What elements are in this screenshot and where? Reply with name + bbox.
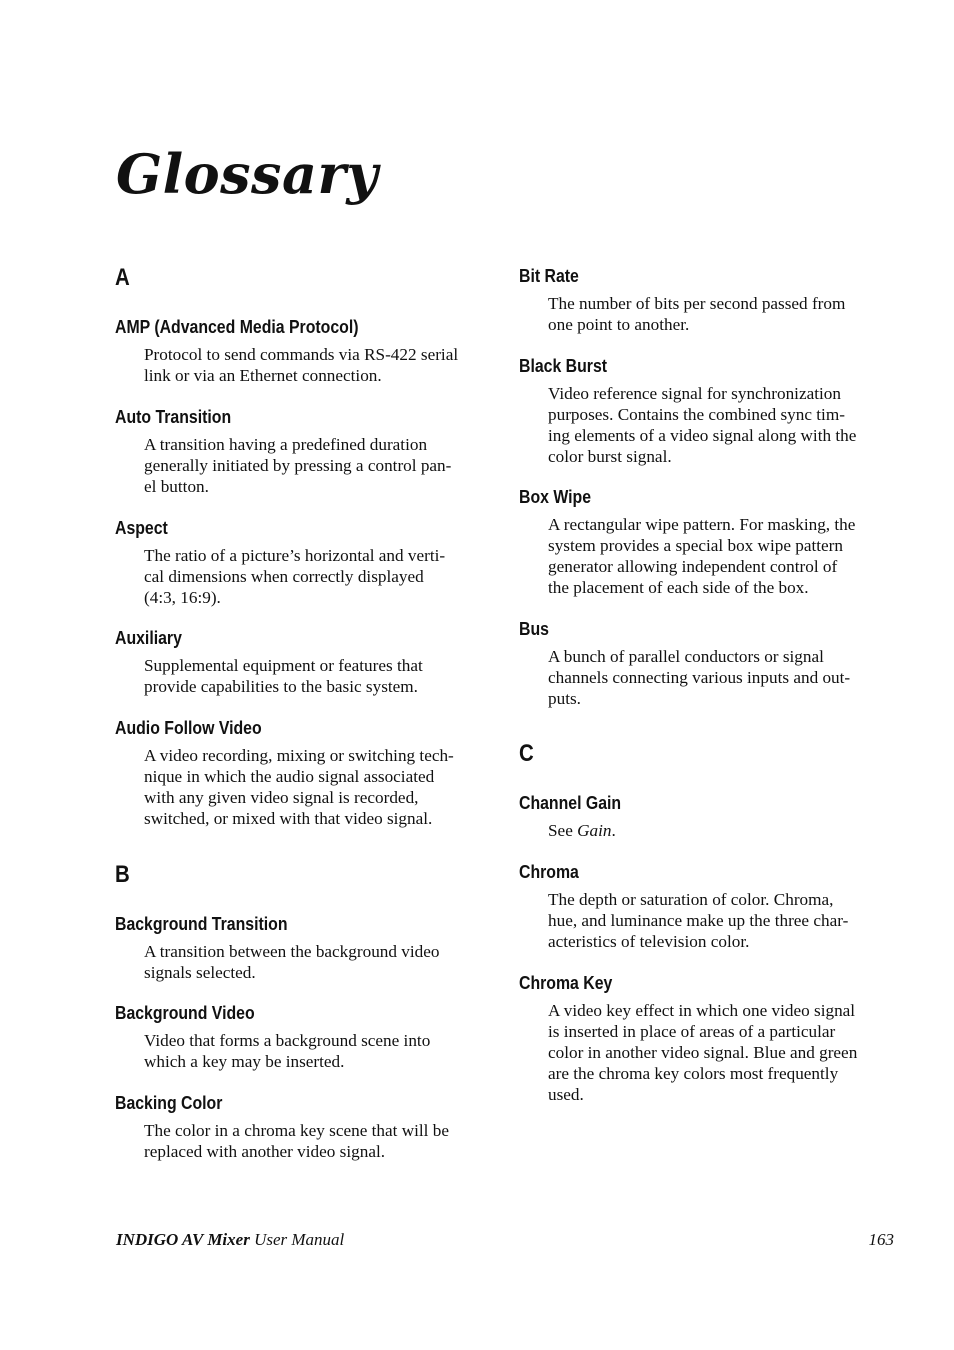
glossary-definition: The ratio of a picture’s horizontal and verti- cal dimensions when correctly displayed (4:3, 16:9).	[144, 546, 446, 607]
glossary-definition: Video reference signal for synchronization purposes. Contains the combined sync tim- ing elements of a video signal along with the color burst signal.	[548, 384, 857, 466]
page-title: Glossary	[116, 142, 379, 206]
glossary-term: Box Wipe	[519, 487, 592, 507]
glossary-term: Channel Gain	[519, 793, 622, 813]
section-letter-c: C	[519, 740, 534, 767]
glossary-term: Aspect	[115, 518, 168, 538]
glossary-definition: A transition between the background video signals selected.	[144, 942, 440, 982]
glossary-definition: See Gain.	[548, 821, 616, 840]
glossary-term: Background Transition	[115, 914, 288, 934]
glossary-definition: The number of bits per second passed from one point to another.	[548, 294, 846, 334]
glossary-definition: A transition having a predefined duration generally initiated by pressing a control pan- el button.	[144, 435, 452, 496]
glossary-term: Chroma	[519, 862, 579, 882]
glossary-definition: A video recording, mixing or switching tech- nique in which the audio signal associated with any given video signal is recorded, switched, or mixed with that video signal.	[144, 746, 454, 828]
glossary-definition: A video key effect in which one video signal is inserted in place of areas of a particular color in another video signal. Blue and green are the chroma key colors most frequently used.	[548, 1001, 858, 1104]
glossary-term: Audio Follow Video	[115, 718, 262, 738]
glossary-definition: Video that forms a background scene into which a key may be inserted.	[144, 1031, 431, 1071]
glossary-term: Background Video	[115, 1003, 255, 1023]
section-letter-b: B	[115, 861, 130, 888]
footer-manual-title: INDIGO AV Mixer User Manual	[116, 1230, 345, 1249]
cross-reference-link: Gain	[577, 821, 612, 840]
glossary-definition: Supplemental equipment or features that provide capabilities to the basic system.	[144, 656, 423, 696]
glossary-definition: The color in a chroma key scene that will be replaced with another video signal.	[144, 1121, 449, 1161]
glossary-term: Auxiliary	[115, 628, 182, 648]
glossary-term: Backing Color	[115, 1093, 223, 1113]
glossary-term: Auto Transition	[115, 407, 232, 427]
glossary-term: Black Burst	[519, 356, 608, 376]
glossary-definition: Protocol to send commands via RS-422 serial link or via an Ethernet connection.	[144, 345, 459, 385]
page-number: 163	[868, 1230, 894, 1249]
glossary-definition: A bunch of parallel conductors or signal channels connecting various inputs and out- puts.	[548, 647, 851, 708]
glossary-term: Chroma Key	[519, 973, 613, 993]
glossary-term: AMP (Advanced Media Protocol)	[115, 317, 359, 337]
glossary-definition: A rectangular wipe pattern. For masking, the system provides a special box wipe pattern generator allowing independent control of the placement of each side of the box.	[548, 515, 856, 597]
glossary-term: Bit Rate	[519, 266, 579, 286]
glossary-term: Bus	[519, 619, 549, 639]
section-letter-a: A	[115, 264, 130, 291]
glossary-definition: The depth or saturation of color. Chroma, hue, and luminance make up the three char- acteristics of television color.	[548, 890, 849, 951]
